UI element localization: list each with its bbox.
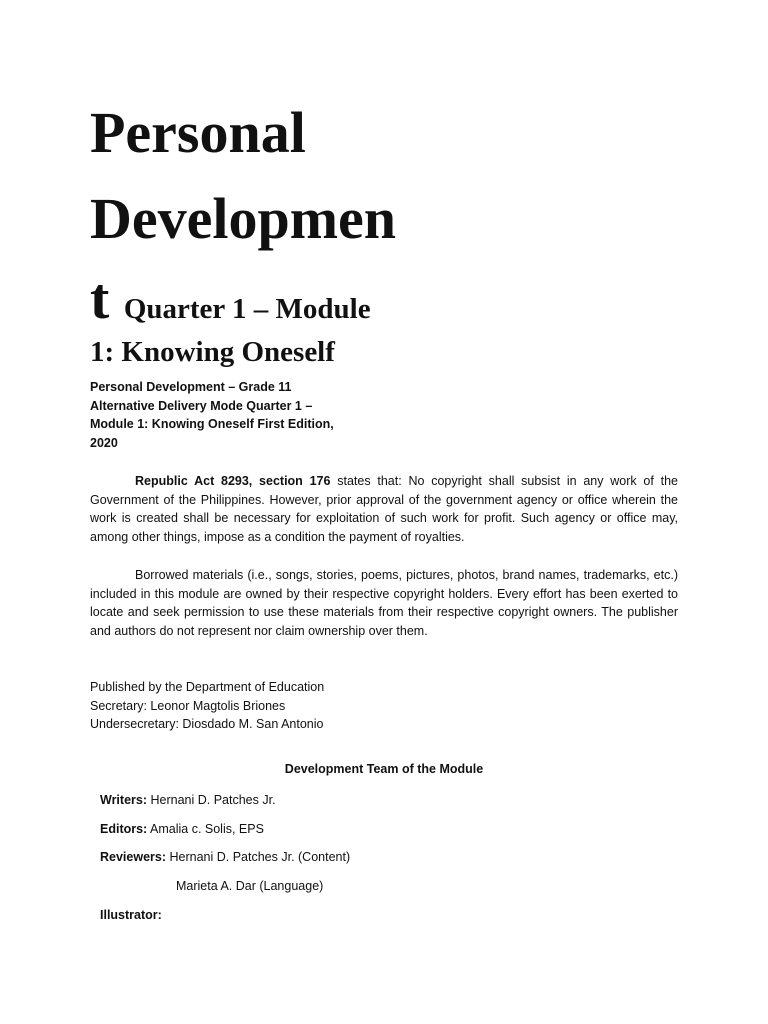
reviewers-value-2: Marieta A. Dar (Language) — [176, 879, 324, 893]
copyright-paragraph — [90, 472, 678, 546]
secretary-line: Secretary: Leonor Magtolis Briones — [90, 698, 286, 713]
law-reference: Republic Act 8293, section 176 — [135, 474, 331, 488]
team-heading: Development Team of the Module — [284, 762, 484, 776]
editors-row — [100, 822, 264, 836]
borrowed-materials-paragraph: Borrowed materials (i.e., songs, stories, poems, pictures, photos, brand names, trademarks, etc.) included in this module are owned by their respective copyright holders. Every effort has been exerted to locate and seek permission to use these materials from their respective copyright owners. The publisher and authors do not represent nor claim ownership over them. — [90, 568, 678, 638]
undersecretary-line: Undersecretary: Diosdado M. San Antonio — [90, 717, 324, 731]
editors-label: Editors: — [100, 822, 148, 836]
reviewers-row — [100, 850, 350, 864]
title-letter-t: t — [90, 266, 110, 331]
publisher-block — [90, 678, 324, 734]
editors-value: Amalia c. Solis, EPS — [147, 822, 264, 836]
writers-label: Writers: — [100, 793, 148, 807]
reviewers-value: Hernani D. Patches Jr. (Content) — [166, 850, 351, 864]
title-line-2: Developmen — [90, 186, 397, 251]
edition-line-2: Alternative Delivery Mode Quarter 1 – — [90, 398, 313, 413]
title-line-3 — [90, 266, 371, 331]
edition-line-4: 2020 — [90, 435, 118, 450]
module-subtitle: 1: Knowing Oneself — [90, 336, 335, 368]
title-line-1: Personal — [90, 100, 306, 165]
publisher-line: Published by the Department of Education — [90, 680, 325, 694]
edition-info — [90, 378, 370, 452]
writers-value: Hernani D. Patches Jr. — [147, 793, 276, 807]
illustrator-row — [100, 908, 162, 922]
edition-line-3: Module 1: Knowing Oneself First Edition, — [90, 417, 334, 431]
illustrator-label: Illustrator: — [100, 908, 162, 922]
writers-row — [100, 793, 276, 807]
edition-line-1: Personal Development – Grade 11 — [90, 380, 292, 394]
law-text: states that: No copyright shall subsist in any work of the Government of the Philippines. However, prior approval of the government agency or office wherein the work is created shall be necessary for exploitation of such work for profit. Such agency or office may, among other things, impose as a condition the payment of royalties. — [90, 474, 678, 544]
reviewers-row-2 — [176, 879, 323, 893]
reviewers-label: Reviewers: — [100, 850, 167, 864]
quarter-module-title: Quarter 1 – Module — [123, 293, 371, 325]
